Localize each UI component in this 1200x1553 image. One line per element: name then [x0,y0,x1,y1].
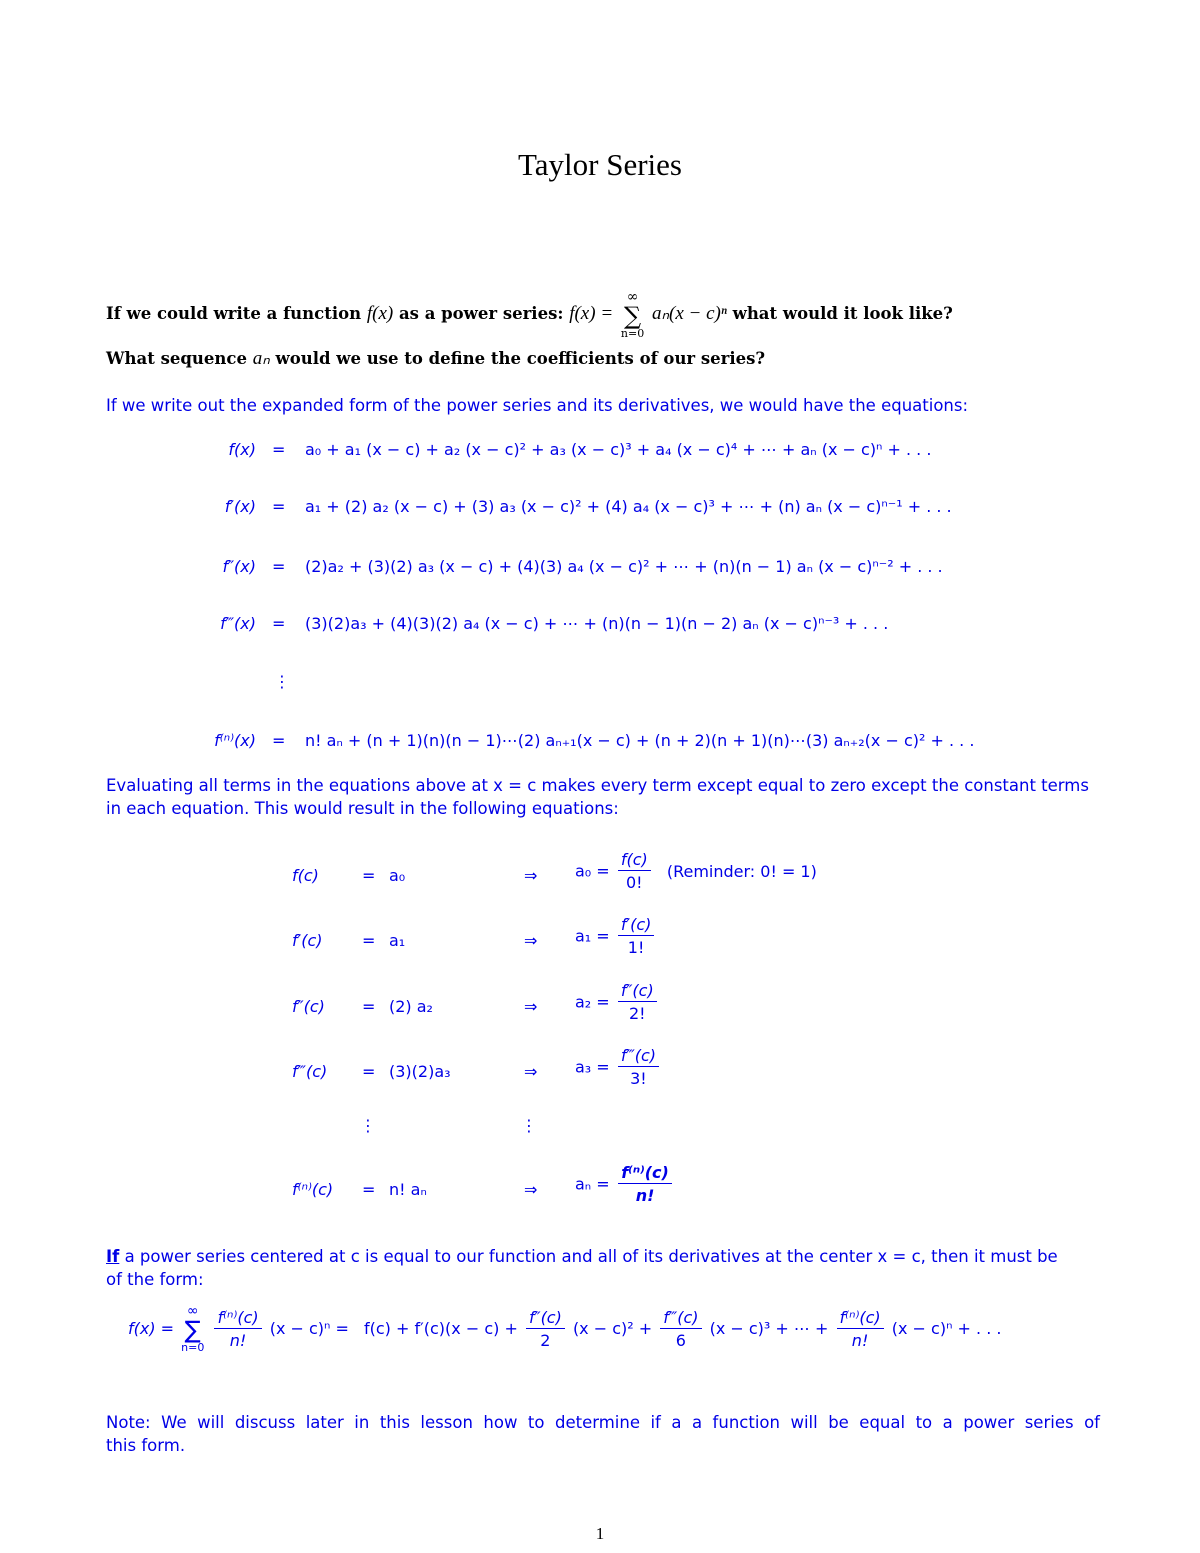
fraction [618,1163,672,1205]
vertical-ellipsis: ⋮ [521,1116,537,1135]
formula-term: (x − c)ⁿ = [269,1319,349,1338]
sigma-glyph: ∑ [623,302,642,330]
page-title: Taylor Series [518,147,682,182]
sum-symbol [181,1304,204,1353]
eq-lhs: f(x) [228,440,256,459]
coefficient-lhs: a₁ = [575,926,610,946]
paragraph-line: in each equation. This would result in the following equations: [106,799,619,818]
intro-text: what would it look like? [732,304,953,323]
numerator: f″(c) [526,1308,565,1329]
denominator: 1! [627,938,645,957]
fraction [618,850,651,892]
fraction [214,1308,261,1350]
eq-rhs: n! aₙ + (n + 1)(n)(n − 1)⋯(2) aₙ₊₁(x − c) + (n + 2)(n + 1)(n)⋯(3) aₙ₊₂(x − c)² + . . . [305,731,975,750]
eval-lhs: f‴(c) [292,1062,328,1081]
formula-lhs: f(x) = [128,1319,175,1338]
paragraph-line: this form. [106,1436,186,1455]
formula-term: (x − c)³ + ⋯ + [709,1319,829,1338]
if-emphasis: If [106,1247,120,1266]
eval-lhs: f″(c) [292,997,325,1016]
fraction [618,981,657,1023]
numerator: f‴(c) [660,1308,701,1329]
eq-rhs: a₀ + a₁ (x − c) + a₂ (x − c)² + a₃ (x − c)³ + a₄ (x − c)⁴ + ⋯ + aₙ (x − c)ⁿ + . . . [305,440,932,459]
numerator: f⁽ⁿ⁾(c) [214,1308,261,1329]
vertical-ellipsis: ⋮ [360,1116,376,1135]
denominator: 0! [625,873,643,892]
paragraph-line: Note: We will discuss later in this lesson how to determine if a a function will be equal to a power series of [106,1413,1100,1432]
numerator: f′(c) [618,915,655,936]
eq-lhs: f′(x) [224,497,256,516]
coefficient-formula [575,850,817,892]
eval-lhs: f(c) [292,866,319,885]
eq-rel: = [272,731,286,750]
fraction [660,1308,701,1350]
fraction [526,1308,565,1350]
eval-rhs: (3)(2)a₃ [389,1062,451,1081]
coefficient-lhs: a₀ = [575,861,610,881]
eq-rel: = [272,614,286,633]
paragraph-line: Evaluating all terms in the equations above at x = c makes every term except equal to zero except the constant terms [106,776,1089,795]
eq-rel: = [272,497,286,516]
eq-rhs: (3)(2)a₃ + (4)(3)(2) a₄ (x − c) + ⋯ + (n)(n − 1)(n − 2) aₙ (x − c)ⁿ⁻³ + . . . [305,614,889,633]
denominator: n! [635,1186,655,1205]
paragraph-line [106,1245,1058,1268]
fraction [618,915,655,957]
formula-term: f(c) + f′(c)(x − c) + [364,1319,518,1338]
note-paragraph [106,1411,1100,1457]
intro-text: would we use to define the coefficients of our series? [275,349,766,368]
sequence-symbol: aₙ [252,348,270,369]
coefficient-formula [575,1046,662,1088]
numerator: f″(c) [618,981,657,1002]
eq-rhs: a₁ + (2) a₂ (x − c) + (3) a₃ (x − c)² + (4) a₄ (x − c)³ + ⋯ + (n) aₙ (x − c)ⁿ⁻¹ + . . . [305,497,952,516]
intro-text: What sequence [106,349,247,368]
intro-text: If we could write a function [106,304,362,323]
eval-rel: = [362,931,376,950]
numerator: f⁽ⁿ⁾(c) [618,1163,672,1184]
eval-rel: = [362,1062,376,1081]
numerator: f⁽ⁿ⁾(c) [837,1308,884,1329]
eq-rel: = [272,440,286,459]
eq-rel: = [272,557,286,576]
eval-rhs: n! aₙ [389,1180,427,1199]
denominator: 2 [540,1330,551,1350]
eval-lhs: f⁽ⁿ⁾(c) [292,1180,334,1199]
taylor-series-formula [128,1304,1001,1353]
sum-lower-limit: n=0 [620,327,645,340]
eq-lhs: f‴(x) [220,614,256,633]
coefficient-formula [575,981,660,1023]
numerator: f‴(c) [618,1046,659,1067]
eval-rhs: a₀ [389,866,406,885]
paragraph-text: a power series centered at c is equal to our function and all of its derivatives at the center x = c, then it must be [124,1247,1058,1266]
implies-arrow: ⇒ [524,997,538,1016]
sum-upper-limit: ∞ [626,289,639,305]
intro-question-1 [106,290,953,339]
eq-lhs: f″(x) [222,557,256,576]
coefficient-lhs: a₂ = [575,992,610,1012]
formula-term: (x − c)ⁿ + . . . [891,1319,1002,1338]
fraction [618,1046,659,1088]
denominator: 3! [630,1069,647,1088]
page-number: 1 [595,1524,605,1543]
sum-symbol [621,290,644,339]
sigma-glyph: ∑ [184,1316,201,1344]
denominator: 2! [628,1004,646,1023]
eval-rel: = [362,1180,376,1199]
paragraph-form [106,1245,1058,1291]
coefficient-formula [575,915,657,957]
eval-rel: = [362,866,376,885]
implies-arrow: ⇒ [524,1062,538,1081]
eval-rel: = [362,997,376,1016]
sum-lower-limit: n=0 [181,1341,205,1354]
paragraph-line: of the form: [106,1270,204,1289]
formula-term: (x − c)² + [572,1319,653,1338]
implies-arrow: ⇒ [524,931,538,950]
eq-lhs: f⁽ⁿ⁾(x) [214,731,256,750]
intro-question-2 [106,347,765,370]
denominator: n! [851,1330,869,1350]
implies-arrow: ⇒ [524,1180,538,1199]
coefficient-lhs: a₃ = [575,1057,610,1077]
function-symbol: f(x) [366,303,394,324]
denominator: 6 [675,1330,686,1350]
reminder-note: (Reminder: 0! = 1) [666,861,817,881]
eval-rhs: (2) a₂ [389,997,433,1016]
sum-upper-limit: ∞ [186,1303,199,1319]
eq-rhs: (2)a₂ + (3)(2) a₃ (x − c) + (4)(3) a₄ (x − c)² + ⋯ + (n)(n − 1) aₙ (x − c)ⁿ⁻² + . . . [305,557,943,576]
coefficient-lhs: aₙ = [575,1174,610,1194]
intro-text: as a power series: [398,304,564,323]
series-term: aₙ(x − c)ⁿ [651,303,727,324]
coefficient-formula [575,1163,675,1205]
denominator: n! [229,1330,247,1350]
series-lhs: f(x) = [569,303,614,324]
eval-lhs: f′(c) [292,931,323,950]
numerator: f(c) [618,850,651,871]
paragraph-expanded-form: If we write out the expanded form of the power series and its derivatives, we would have the equations: [106,396,969,415]
paragraph-evaluating [106,774,1089,820]
vertical-ellipsis: ⋮ [274,672,290,691]
implies-arrow: ⇒ [524,866,538,885]
fraction [837,1308,884,1350]
eval-rhs: a₁ [389,931,406,950]
